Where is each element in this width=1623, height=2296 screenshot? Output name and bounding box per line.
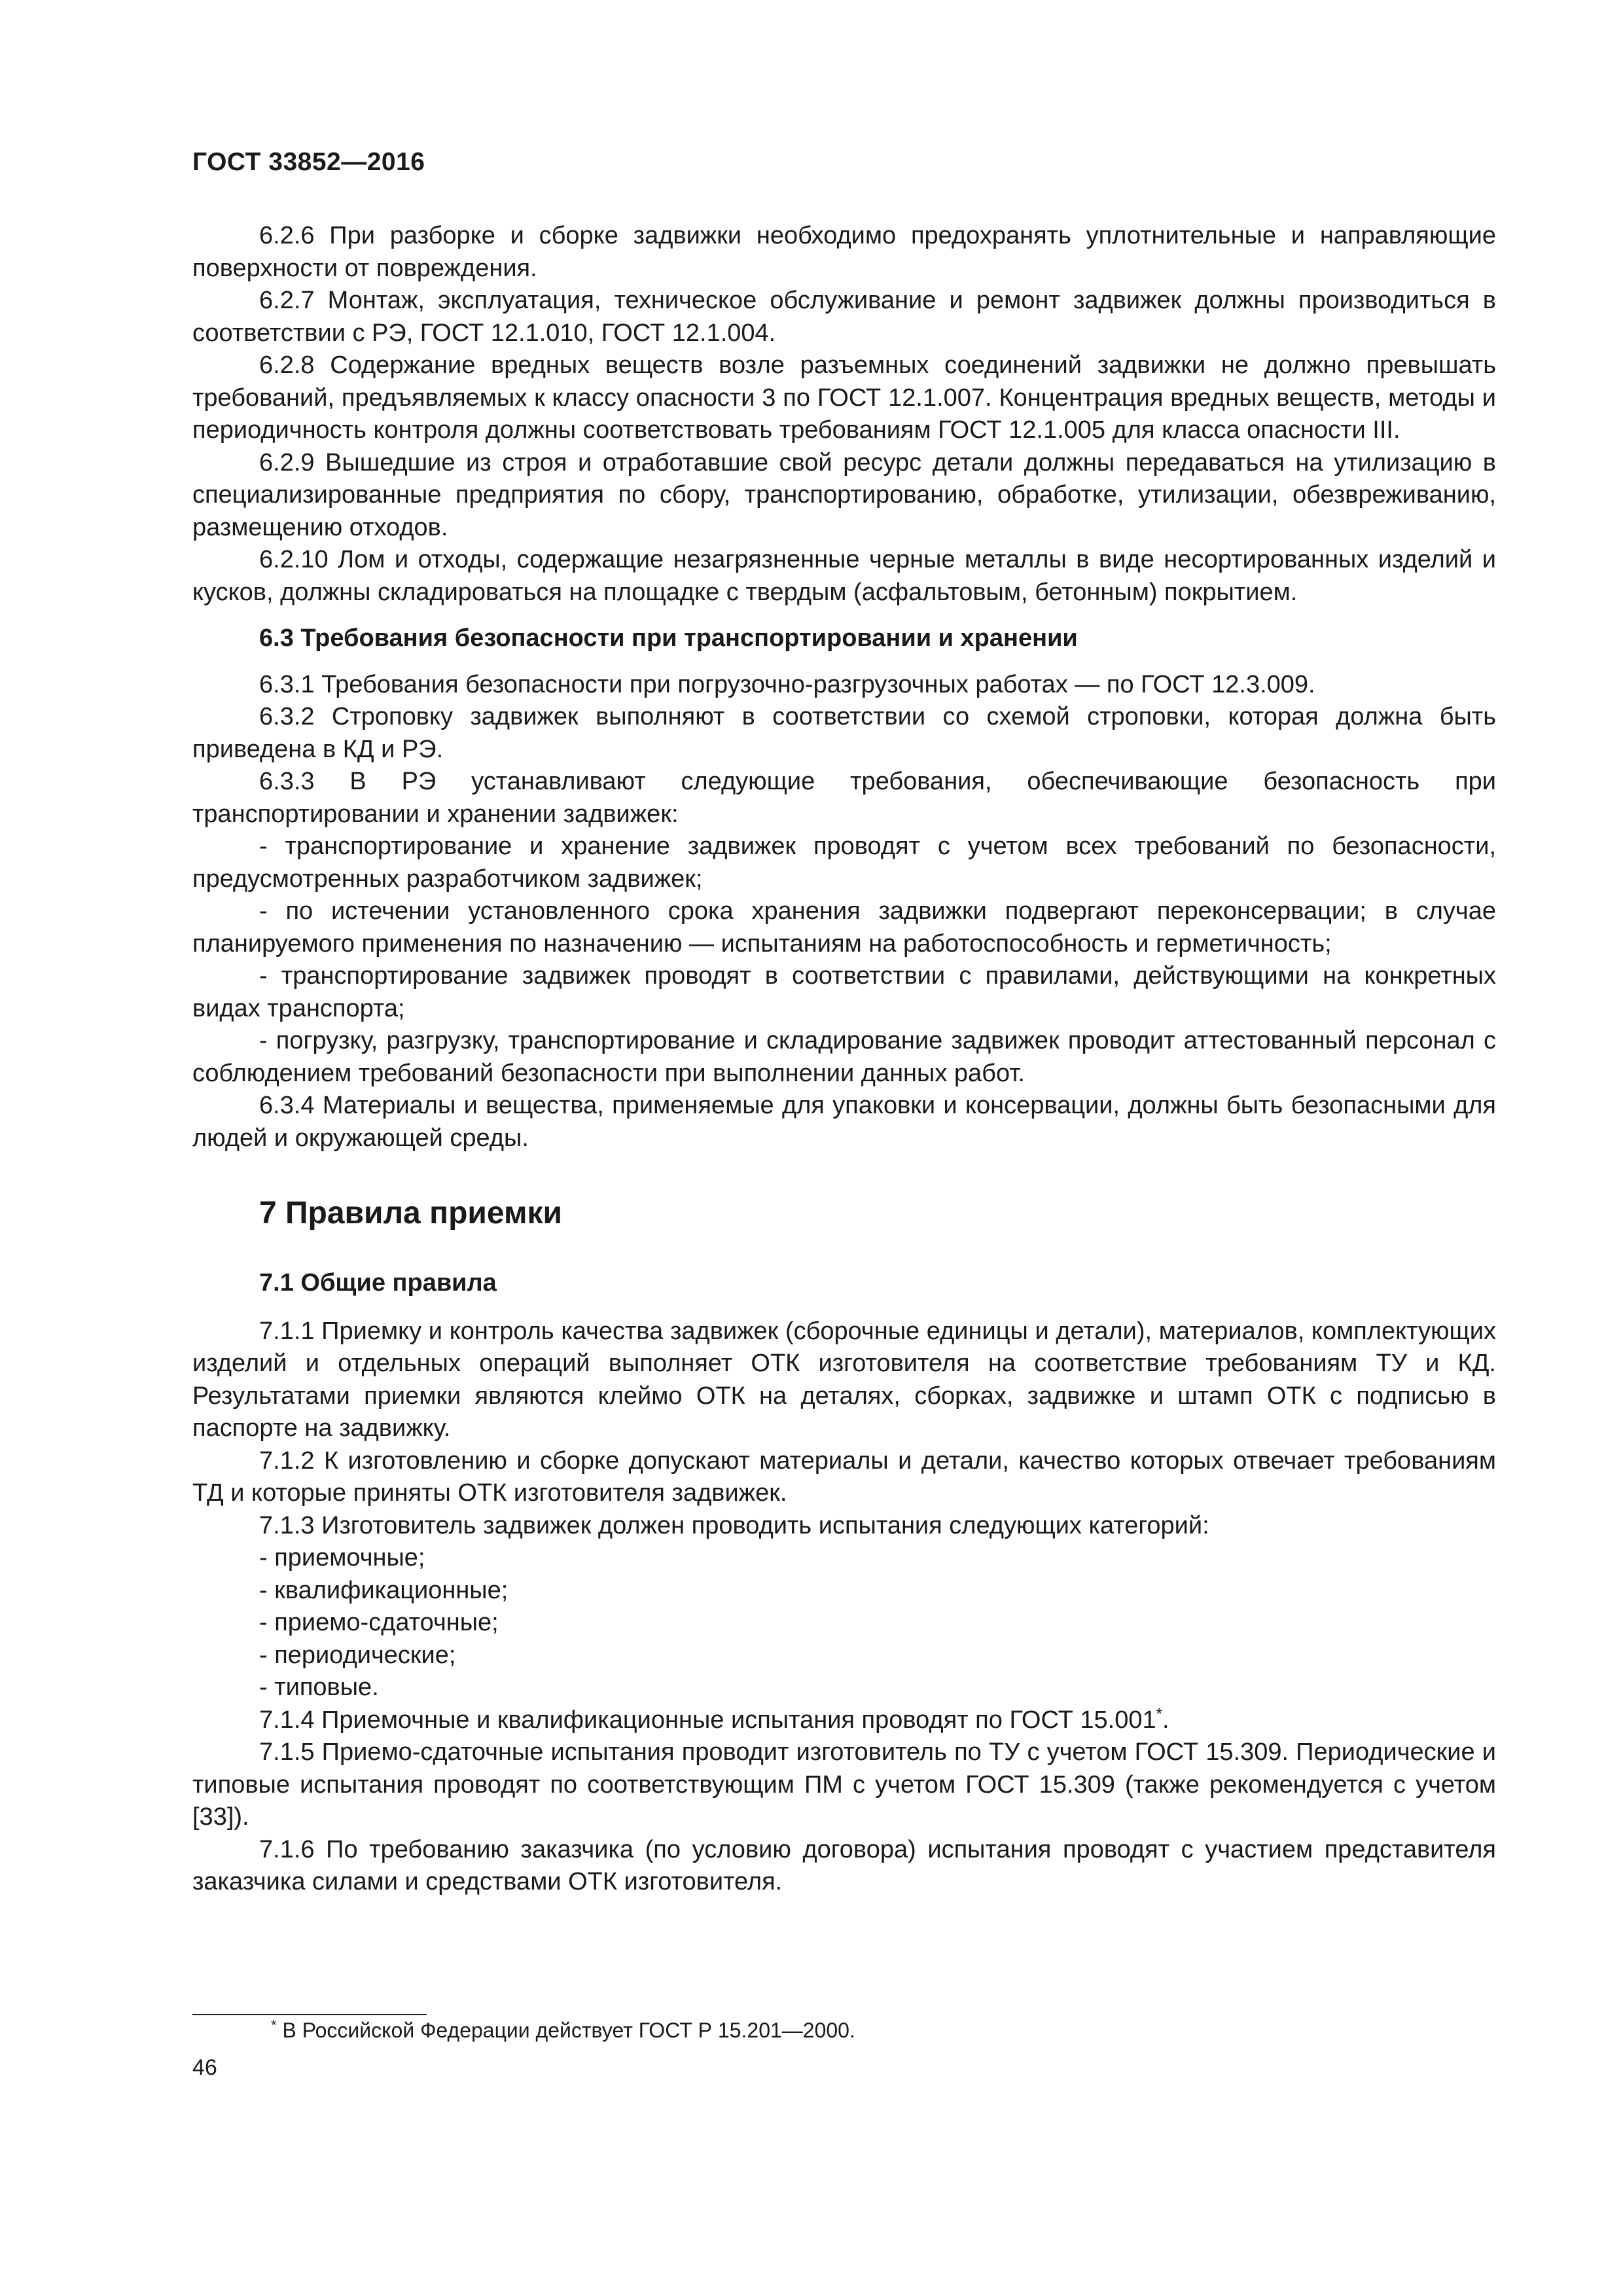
paragraph-6-3-1: 6.3.1 Требования безопасности при погрузочно-разгрузочных работах — по ГОСТ 12.3.009.	[259, 670, 1315, 698]
paragraph-7-1-3: 7.1.3 Изготовитель задвижек должен проводить испытания следующих категорий:	[259, 1511, 1209, 1539]
paragraph-6-3-4: 6.3.4 Материалы и вещества, применяемые для упаковки и консервации, должны быть безопасными для людей и окружающей среды.	[192, 1092, 1496, 1152]
paragraph-6-2-8: 6.2.8 Содержание вредных веществ возле разъемных соединений задвижки не должно превышать требований, предъявляемых к классу опасности 3 по ГОСТ 12.1.007. Концентрация вредных веществ, методы и периодичность контроля должны соответствовать требованиям ГОСТ 12.1.005 для класса опасности III.	[192, 351, 1496, 444]
paragraph-7-1-4-text: 7.1.4 Приемочные и квалификационные испытания проводят по ГОСТ 15.001	[259, 1706, 1156, 1734]
paragraph-7-1-4-end: .	[1162, 1706, 1169, 1734]
paragraph-7-1-5: 7.1.5 Приемо-сдаточные испытания проводит изготовитель по ТУ с учетом ГОСТ 15.309. Периодические и типовые испытания проводят по соответствующим ПМ с учетом ГОСТ 15.309 (также рекомендуется с учетом [33]).	[192, 1738, 1496, 1831]
footnote-separator	[192, 2014, 427, 2015]
paragraph-6-3-3: 6.3.3 В РЭ устанавливают следующие требования, обеспечивающие безопасность при транспортировании и хранении задвижек:	[192, 768, 1496, 828]
list-item-7-1-3-e: - типовые.	[259, 1674, 379, 1701]
paragraph-7-1-6: 7.1.6 По требованию заказчика (по условию договора) испытания проводят с участием представителя заказчика силами и средствами ОТК изготовителя.	[192, 1835, 1496, 1895]
list-item-6-3-3-a: - транспортирование и хранение задвижек проводят с учетом всех требований по безопасности, предусмотренных разработчиком задвижек;	[192, 833, 1496, 893]
paragraph-6-2-6: 6.2.6 При разборке и сборке задвижки необходимо предохранять уплотнительные и направляющие поверхности от повреждения.	[192, 222, 1496, 282]
paragraph-7-1-4	[192, 1704, 1496, 1737]
list-item-7-1-3-b: - квалификационные;	[259, 1576, 508, 1604]
list-item-7-1-3-d: - периодические;	[259, 1641, 456, 1669]
paragraph-7-1-1: 7.1.1 Приемку и контроль качества задвижек (сборочные единицы и детали), материалов, комплектующих изделий и отдельных операций выполняет ОТК изготовителя на соответствие требованиям ТУ и КД. Результатами приемки являются клеймо ОТК на деталях, сборках, задвижке и штамп ОТК с подписью в паспорте на задвижку.	[192, 1317, 1496, 1442]
subsection-6-3-title: 6.3 Требования безопасности при транспортировании и хранении	[259, 624, 1078, 652]
section-7-title: 7 Правила приемки	[259, 1196, 563, 1230]
list-item-6-3-3-d: - погрузку, разгрузку, транспортирование и складирование задвижек проводит аттестованный персонал с соблюдением требований безопасности при выполнении данных работ.	[192, 1027, 1496, 1087]
list-item-7-1-3-a: - приемочные;	[259, 1544, 425, 1571]
paragraph-6-2-9: 6.2.9 Вышедшие из строя и отработавшие свой ресурс детали должны передаваться на утилизацию в специализированные предприятия по сбору, транспортированию, обработке, утилизации, обезвреживанию, размещению отходов.	[192, 448, 1496, 541]
document-header: ГОСТ 33852—2016	[192, 148, 425, 176]
footnote-reference-mark[interactable]: *	[1156, 1704, 1162, 1723]
paragraph-6-2-7: 6.2.7 Монтаж, эксплуатация, техническое обслуживание и ремонт задвижек должны производиться в соответствии с РЭ, ГОСТ 12.1.010, ГОСТ 12.1.004.	[192, 287, 1496, 347]
page-number: 46	[192, 2055, 217, 2080]
paragraph-6-2-10: 6.2.10 Лом и отходы, содержащие незагрязненные черные металлы в виде несортированных изделий и кусков, должны складироваться на площадке с твердым (асфальтовым, бетонным) покрытием.	[192, 546, 1496, 606]
list-item-7-1-3-c: - приемо-сдаточные;	[259, 1609, 499, 1636]
subsection-7-1-title: 7.1 Общие правила	[259, 1269, 497, 1297]
list-item-6-3-3-b: - по истечении установленного срока хранения задвижки подвергают переконсервации; в случае планируемого применения по назначению — испытаниям на работоспособность и герметичность;	[192, 897, 1496, 958]
page-body	[192, 220, 1496, 1899]
footnote-mark: *	[271, 2017, 277, 2034]
list-item-6-3-3-c: - транспортирование задвижек проводят в соответствии с правилами, действующими на конкретных видах транспорта;	[192, 962, 1496, 1022]
paragraph-7-1-2: 7.1.2 К изготовлению и сборке допускают материалы и детали, качество которых отвечает требованиям ТД и которые приняты ОТК изготовителя задвижек.	[192, 1446, 1496, 1507]
footnote	[271, 2016, 855, 2045]
paragraph-6-3-2: 6.3.2 Строповку задвижек выполняют в соответствии со схемой строповки, которая должна быть приведена в КД и РЭ.	[192, 703, 1496, 763]
footnote-text: В Российской Федерации действует ГОСТ Р 15.201—2000.	[276, 2018, 855, 2042]
